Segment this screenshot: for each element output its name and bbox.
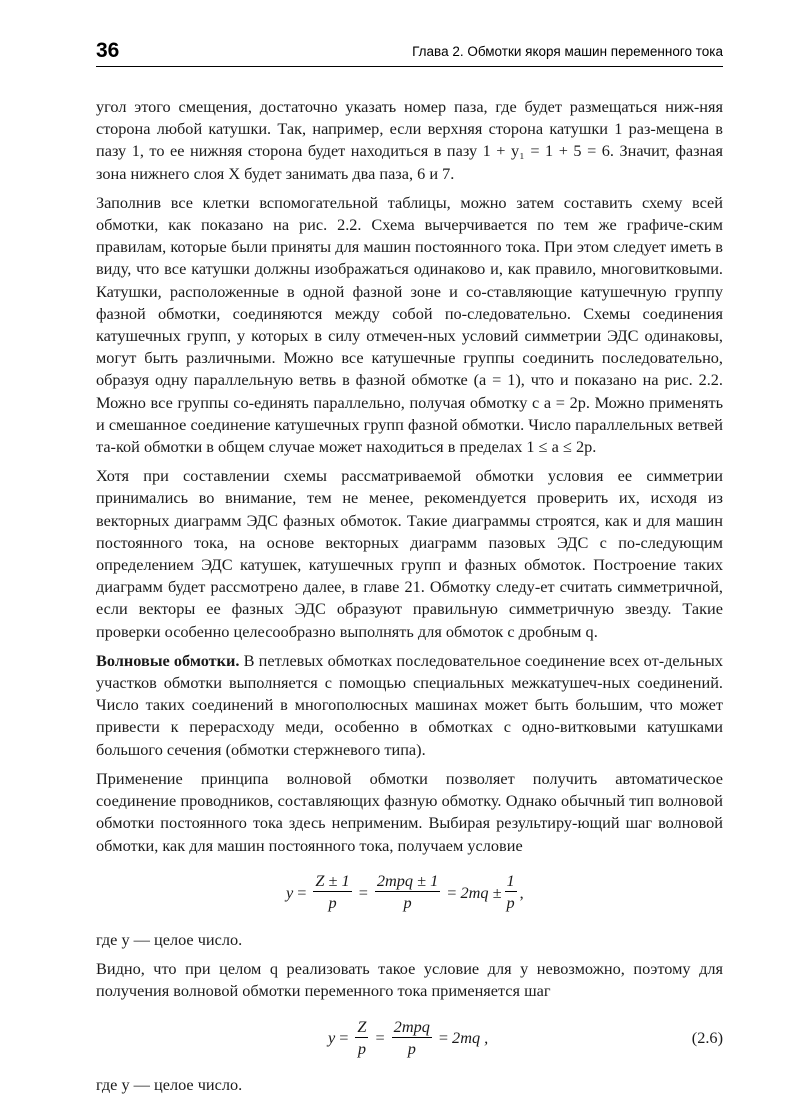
equals-sign: = xyxy=(447,882,457,902)
formula-comma: , xyxy=(519,882,524,902)
denominator: p xyxy=(407,1038,416,1058)
fraction xyxy=(313,871,351,914)
fraction xyxy=(355,1017,368,1060)
fraction xyxy=(375,871,440,914)
body-text xyxy=(96,96,723,1104)
page-number: 36 xyxy=(96,39,120,62)
paragraph-text: В петлевых обмотках последовательное соединение всех от-дельных участков обмотки выполняется с помощью специальных межкатушеч-ных соединений. Число таких соединений в многополюсных машинах может быть большим, что может привести к перерасходу меди, особенно в обмотках с одно-витковыми катушками большого сечения (обмотки стержневого типа). xyxy=(96,650,723,759)
equals-sign: = xyxy=(297,882,307,902)
denominator: p xyxy=(357,1038,367,1058)
fraction xyxy=(505,871,517,914)
formula-rhs: 2mq , xyxy=(452,1028,489,1048)
paragraph: где y — целое число. xyxy=(96,1075,243,1095)
fraction xyxy=(392,1017,432,1060)
paragraph xyxy=(96,650,723,761)
running-head: Глава 2. Обмотки якоря машин переменного тока xyxy=(412,44,723,59)
numerator: Z ± 1 xyxy=(315,871,350,891)
denominator: p xyxy=(403,893,412,913)
formula-2-6 xyxy=(96,1010,723,1066)
header-rule xyxy=(96,66,723,67)
paragraph: Видно, что при целом q реализовать такое условие для y невозможно, поэтому для получения волновой обмотки переменного тока применяется шаг xyxy=(96,958,723,1001)
paragraph: Хотя при составлении схемы рассматриваемой обмотки условия ее симметрии принимались во внимание, тем не менее, рекомендуется проверить их, исходя из векторных диаграмм ЭДС фазных обмоток. Такие диаграммы строятся, как и для машин постоянного тока, на основе векторных диаграмм пазовых ЭДС с по-следующим определением ЭДС катушек, катушечных групп и фазных обмоток. Построение таких диаграмм будет рассмотрено далее, в главе 21. Обмотку следу-ет считать симметричной, если векторы ее фазных ЭДС образуют правильную симметричную звезду. Такие проверки особенно целесообразно выполнять для обмоток с дробным q. xyxy=(96,466,723,641)
denominator: p xyxy=(506,893,515,913)
equation-number: (2.6) xyxy=(691,1028,723,1048)
formula-lhs: y xyxy=(286,882,294,902)
paragraph: Заполнив все клетки вспомогательной таблицы, можно затем составить схему всей обмотки, как показано на рис. 2.2. Схема вычерчивается по тем же графиче-ским правилам, которые были приняты для машин постоянного тока. При этом следует иметь в виду, что все катушки должны изображаться одинаково и, как правило, многовитковыми. Катушки, расположенные в одной фазной зоне и со-ставляющие катушечную группу фазной обмотки, соединяются между собой по-следовательно. Схемы соединения катушечных групп, у которых в силу отмечен-ных условий симметрии ЭДС одинаковы, могут быть различными. Можно все катушечные группы соединить последовательно, образуя одну параллельную ветвь в фазной обмотке (a = 1), что и показано на рис. 2.2. Можно все группы со-единять параллельно, получая обмотку с a = 2p. Можно применять и смешанное соединение катушечных групп фазной обмотки. Число параллельных ветвей та-кой обмотки в общем случае может находиться в пределах 1 ≤ a ≤ 2p. xyxy=(96,192,723,457)
equals-sign: = xyxy=(358,882,368,902)
numerator: 1 xyxy=(506,871,515,891)
section-heading: Волновые обмотки. xyxy=(96,650,240,670)
formula-lhs: y xyxy=(328,1028,336,1048)
page-header xyxy=(96,40,723,62)
formula-resulting-step xyxy=(96,865,723,921)
numerator: 2mpq ± 1 xyxy=(376,871,439,891)
paragraph: угол этого смещения, достаточно указать номер паза, где будет размещаться ниж-няя сторона любой катушки. Так, например, если верхняя сторона катушки 1 раз-мещена в пазу 1, то ее нижняя сторона будет находиться в пазу 1 + y₁ = 1 + 5 = 6. Значит, фазная зона нижнего слоя X будет занимать два паза, 6 и 7. xyxy=(96,97,723,183)
numerator: Z xyxy=(357,1016,367,1036)
paragraph: Применение принципа волновой обмотки позволяет получить автоматическое соединение проводников, составляющих фазную обмотку. Однако обычный тип волновой обмотки постоянного тока здесь неприменим. Выбирая результиру-ющий шаг волновой обмотки, как для машин постоянного тока, получаем условие xyxy=(96,768,723,855)
equals-sign: = xyxy=(375,1028,385,1048)
denominator: p xyxy=(328,893,337,913)
paragraph: где y — целое число. xyxy=(96,929,243,949)
numerator: 2mpq xyxy=(393,1016,430,1036)
formula-term: 2mq ± xyxy=(460,882,502,902)
equals-sign: = xyxy=(339,1028,349,1048)
equals-sign: = xyxy=(438,1028,449,1048)
